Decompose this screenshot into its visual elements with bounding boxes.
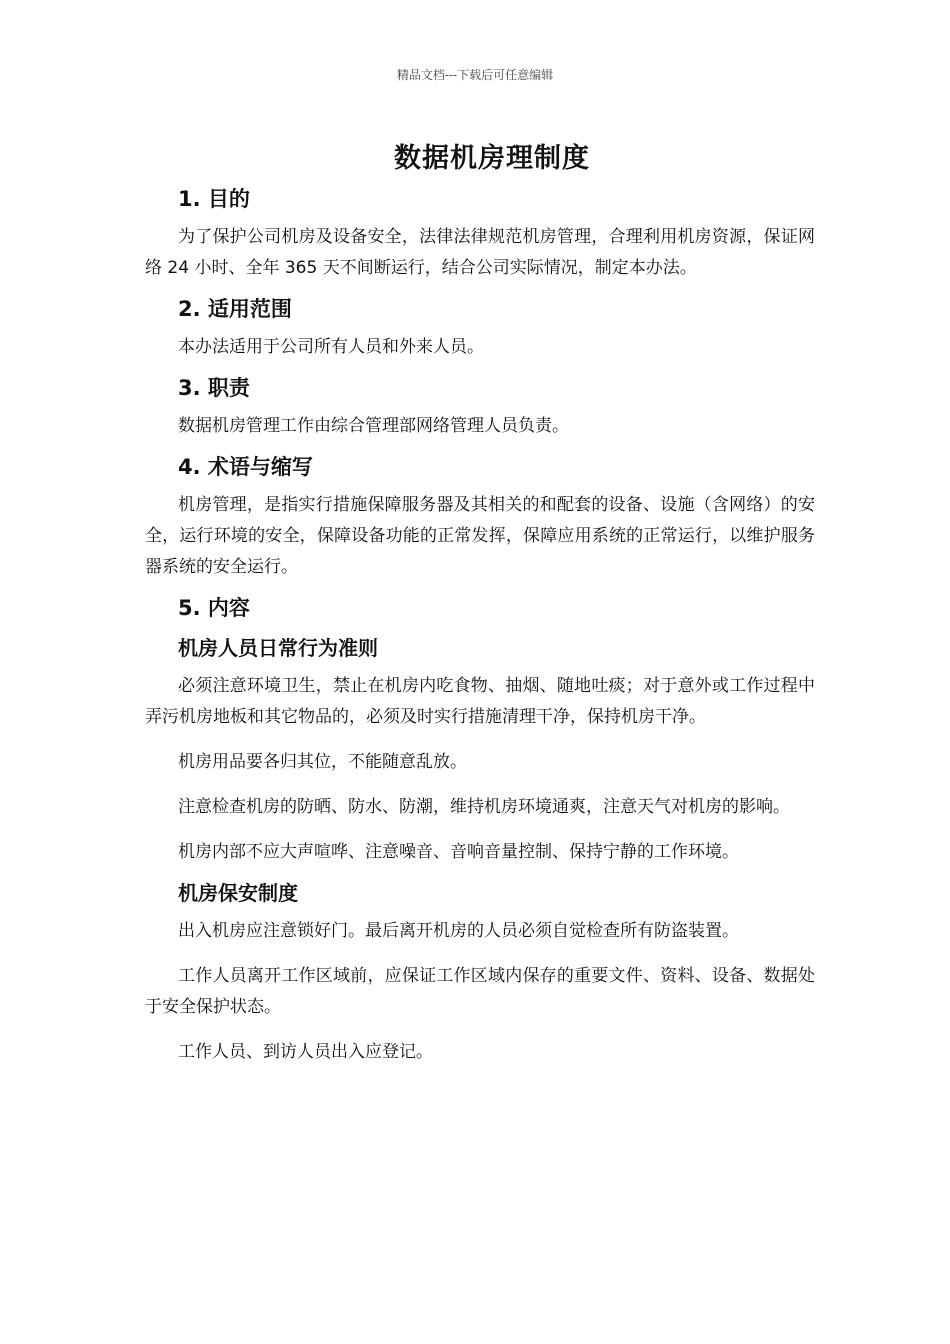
paragraph-duty: 数据机房管理工作由综合管理部网络管理人员负责。 [178,416,569,436]
section-heading-content: 5. 内容 [178,596,250,620]
paragraph-conduct-2: 机房用品要各归其位，不能随意乱放。 [178,752,467,772]
subsection-heading-security: 机房保安制度 [178,881,298,905]
page-title: 数据机房理制度 [394,143,590,174]
paragraph-conduct-1: 必须注意环境卫生，禁止在机房内吃食物、抽烟、随地吐痰；对于意外或工作过程中弄污机房地板和其它物品的，必须及时实行措施清理干净，保持机房干净。 [145,676,815,727]
header-note: 精品文档---下载后可任意编辑 [396,68,554,82]
section-heading-purpose: 1. 目的 [178,187,250,211]
paragraph-security-1: 出入机房应注意锁好门。最后离开机房的人员必须自觉检查所有防盗装置。 [178,921,739,941]
section-heading-terms: 4. 术语与缩写 [178,455,313,479]
paragraph-security-2: 工作人员离开工作区域前，应保证工作区域内保存的重要文件、资料、设备、数据处于安全保护状态。 [145,966,815,1017]
document-body [145,184,815,1068]
paragraph-terms: 机房管理，是指实行措施保障服务器及其相关的和配套的设备、设施（含网络）的安全，运行环境的安全，保障设备功能的正常发挥，保障应用系统的正常运行，以维护服务器系统的安全运行。 [145,495,815,577]
section-heading-duty: 3. 职责 [178,376,250,400]
paragraph-conduct-3: 注意检查机房的防晒、防水、防潮，维持机房环境通爽，注意天气对机房的影响。 [178,797,790,817]
paragraph-purpose: 为了保护公司机房及设备安全，法律法律规范机房管理，合理利用机房资源，保证网络 24 小时、全年 365 天不间断运行，结合公司实际情况，制定本办法。 [145,227,815,278]
paragraph-scope: 本办法适用于公司所有人员和外来人员。 [178,337,484,357]
subsection-heading-conduct: 机房人员日常行为准则 [178,636,378,660]
paragraph-security-3: 工作人员、到访人员出入应登记。 [178,1042,433,1062]
paragraph-conduct-4: 机房内部不应大声喧哗、注意噪音、音响音量控制、保持宁静的工作环境。 [178,842,739,862]
section-heading-scope: 2. 适用范围 [178,297,292,321]
